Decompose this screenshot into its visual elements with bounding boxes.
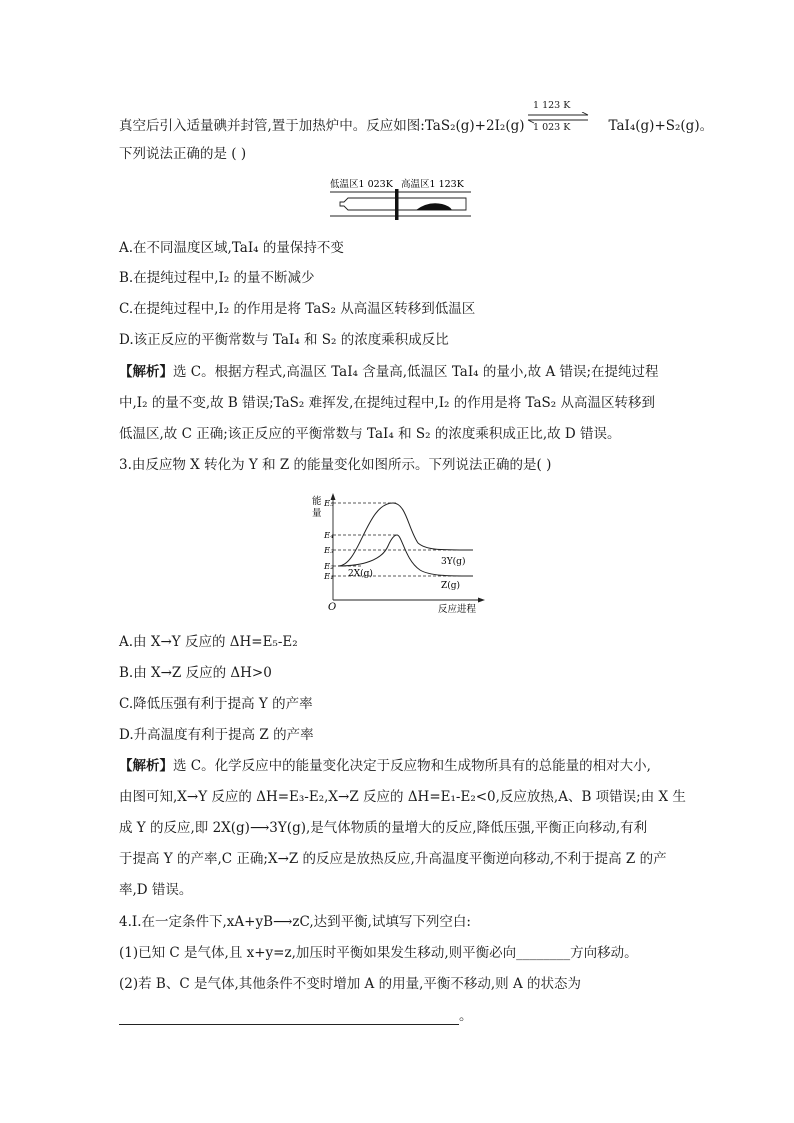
q2-option-d: D.该正反应的平衡常数与 TaI₄ 和 S₂ 的浓度乘积成反比 [119, 332, 449, 348]
y-axis-label-top: 能 [312, 496, 322, 507]
energy-diagram [308, 490, 488, 615]
level-e2-label: E₂ [324, 562, 334, 572]
q2-stem-line1 [119, 117, 713, 135]
q3-analysis-line4: 于提高 Y 的产率,C 正确;X→Z 的反应是放热反应,升高温度平衡逆向移动,不利于提高 Z 的产 [119, 851, 667, 867]
answer-blank[interactable] [119, 1010, 459, 1025]
condition-top: 1 123 K [533, 100, 571, 111]
q2-analysis-line1 [119, 363, 659, 381]
reactant-2x-label: 2X(g) [348, 569, 373, 579]
analysis-text: 选 C。根据方程式,高温区 TaI₄ 含量高,低温区 TaI₄ 的量小,故 A 错误;在提纯过程 [173, 364, 659, 380]
high-temp-zone-label: 高温区1 123K [401, 179, 464, 190]
q2-option-b: B.在提纯过程中,I₂ 的量不断减少 [119, 270, 315, 286]
q3-stem: 3.由反应物 X 转化为 Y 和 Z 的能量变化如图所示。下列说法正确的是( ) [119, 457, 552, 473]
solid-deposit-shape [416, 203, 452, 210]
x-axis-arrow-icon [478, 598, 485, 603]
tube-diagram [328, 176, 473, 224]
q2-option-c: C.在提纯过程中,I₂ 的作用是将 TaS₂ 从高温区转移到低温区 [119, 301, 476, 317]
q4-stem: 4.Ⅰ.在一定条件下,xA+yB⟶zC,达到平衡,试填写下列空白: [119, 914, 471, 930]
q4-part2: (2)若 B、C 是气体,其他条件不变时增加 A 的用量,平衡不移动,则 A 的状态为 [119, 976, 581, 992]
level-e1-label: E₁ [324, 572, 334, 582]
q3-option-b: B.由 X→Z 反应的 ΔH>0 [119, 665, 272, 681]
condition-bottom: 1 023 K [533, 122, 571, 133]
q3-analysis-line3: 成 Y 的反应,即 2X(g)⟶3Y(g),是气体物质的量增大的反应,降低压强,平衡正向移动,有利 [119, 820, 648, 836]
q4-part2-answer-line [119, 1007, 473, 1025]
q3-analysis-line5: 率,D 错误。 [119, 882, 193, 898]
analysis-text: 选 C。化学反应中的能量变化决定于反应物和生成物所具有的总能量的相对大小, [173, 758, 651, 774]
q3-analysis-line2: 由图可知,X→Y 反应的 ΔH=E₃-E₂,X→Z 反应的 ΔH=E₁-E₂<0,反应放热,A、B 项错误;由 X 生 [119, 789, 686, 805]
product-3y-label: 3Y(g) [441, 557, 466, 567]
level-e4-label: E₄ [324, 531, 334, 541]
q2-stem-text: 真空后引入适量碘并封管,置于加热炉中。反应如图:TaS₂(g)+2I₂(g) [119, 118, 525, 134]
answer-period: 。 [459, 1008, 473, 1024]
level-e5-label: E₅ [324, 499, 334, 509]
q3-analysis-line1 [119, 757, 651, 775]
q3-option-c: C.降低压强有利于提高 Y 的产率 [119, 696, 313, 712]
q4-part1: (1)已知 C 是气体,且 x+y=z,加压时平衡如果发生移动,则平衡必向________方向移动。 [119, 945, 638, 961]
furnace-divider [395, 189, 399, 220]
product-z-label: Z(g) [441, 581, 461, 591]
origin-label: O [328, 602, 337, 613]
q3-option-a: A.由 X→Y 反应的 ΔH=E₅-E₂ [119, 634, 298, 650]
q2-analysis-line2: 中,I₂ 的量不变,故 B 错误;TaS₂ 难挥发,在提纯过程中,I₂ 的作用是将 TaS₂ 从高温区转移到 [119, 395, 655, 411]
analysis-tag: 【解析】 [119, 364, 173, 380]
level-e3-label: E₃ [324, 546, 334, 556]
q2-analysis-line3: 低温区,故 C 正确;该正反应的平衡常数与 TaI₄ 和 S₂ 的浓度乘积成正比,故 D 错误。 [119, 426, 621, 442]
x-axis-label: 反应进程 [438, 604, 477, 615]
q2-stem-tail: TaI₄(g)+S₂(g)。 [608, 118, 714, 134]
q2-option-a: A.在不同温度区域,TaI₄ 的量保持不变 [119, 240, 344, 256]
q3-option-d: D.升高温度有利于提高 Z 的产率 [119, 727, 314, 743]
y-axis-label-bottom: 量 [312, 508, 322, 519]
low-temp-zone-label: 低温区1 023K [330, 179, 393, 190]
analysis-tag: 【解析】 [119, 758, 173, 774]
q2-stem-line2: 下列说法正确的是 ( ) [119, 146, 247, 162]
